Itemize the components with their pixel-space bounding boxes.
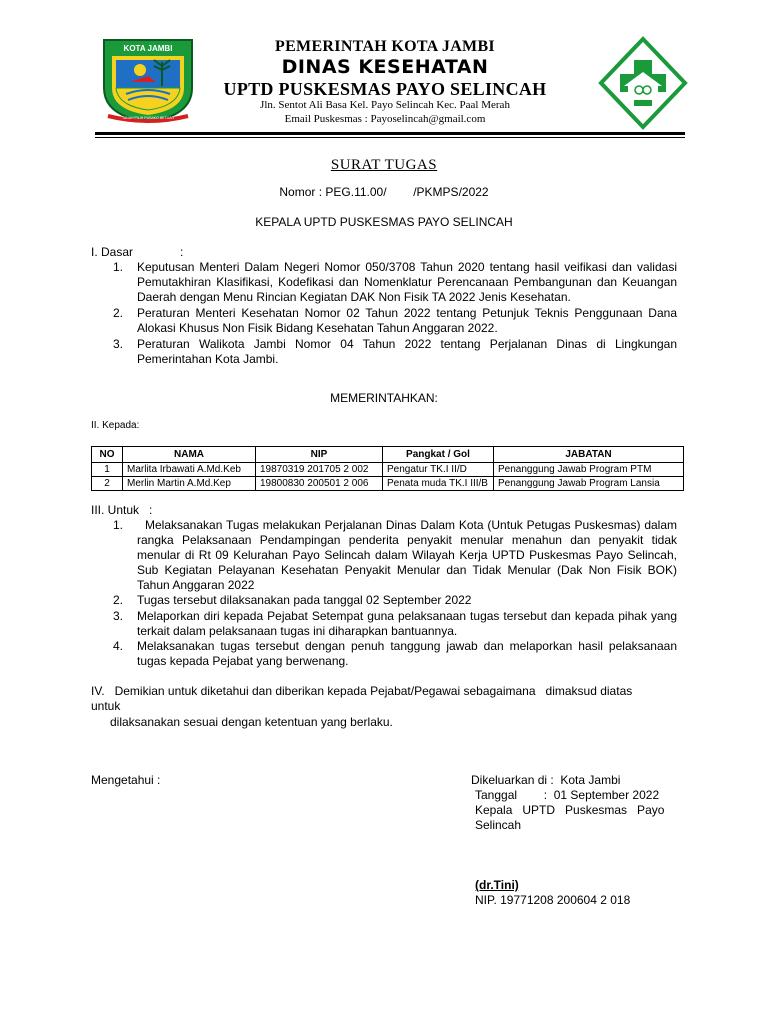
- col-no: NO: [92, 447, 123, 463]
- logo-banner-text: KOTA JAMBI: [123, 44, 173, 53]
- untuk-label: III. Untuk :: [91, 503, 153, 517]
- table-row: [92, 463, 684, 477]
- signer-position-line-2: Selincah: [475, 818, 522, 832]
- dasar-list: [91, 260, 677, 370]
- signer-name: (dr.Tini): [475, 878, 519, 892]
- item-text: Melaksanakan tugas tersebut dengan penuh tanggung jawab dan melaporkan hasil pelaksanaan tugas kepada Pejabat yang berwenang.: [137, 639, 677, 668]
- col-nama: NAMA: [123, 447, 256, 463]
- cell-pangkat: Penata muda TK.I III/B: [383, 477, 494, 491]
- table-row: [92, 477, 684, 491]
- cell-no: 1: [92, 463, 123, 477]
- closing-line-3: dilaksanakan sesuai dengan ketentuan yang berlaku.: [110, 715, 393, 729]
- header-unit: UPTD PUSKESMAS PAYO SELINCAH: [223, 79, 547, 99]
- signer-nip: NIP. 19771208 200604 2 018: [475, 893, 631, 907]
- document-number: Nomor : PEG.11.00/ /PKMPS/2022: [279, 185, 489, 199]
- issued-at: Dikeluarkan di : Kota Jambi: [471, 773, 621, 787]
- logo-motto-text: TANAH PILIH PUSAKO BETUAH: [121, 116, 175, 120]
- untuk-list: [91, 518, 677, 668]
- item-text: Melaksanakan Tugas melakukan Perjalanan Dinas Dalam Kota (Untuk Petugas Puskesmas) dalam rangka Pelaksanaan Pendampingan penderita penyakit menular menahun dan penyakit tidak menular di Rt 09 Kelurahan Payo Selincah dalam Wilayah Kerja UPTD Puskesmas Payo Selincah, Sub Kegiatan Pelayanan Kesehatan Penyakit Menular dan Tidak Menular (Dak Non Fisik BOK) Tahun Anggaran 2022: [137, 518, 677, 592]
- cell-nama: Merlin Martin A.Md.Kep: [123, 477, 256, 491]
- header-department: DINAS KESEHATAN: [281, 56, 489, 78]
- item-number: 2.: [113, 593, 124, 607]
- item-number: 1.: [113, 518, 124, 532]
- item-text: Keputusan Menteri Dalam Negeri Nomor 050/3708 Tahun 2020 tentang hasil veifikasi dan validasi Pemutakhiran Klasifikasi, Kodefikasi dan Nomenklatur Perencanaan Pembangunan dan Keuangan Daerah dengan Menu Rincian Kegiatan DAK Non Fisik TA 2022 Jenis Kesehatan.: [137, 260, 677, 304]
- cell-jabatan: Penanggung Jawab Program PTM: [494, 463, 684, 477]
- closing-line-2: untuk: [91, 699, 121, 713]
- closing-line-1: IV. Demikian untuk diketahui dan diberikan kepada Pejabat/Pegawai sebagaimana dimaksud diatas: [91, 684, 633, 698]
- col-jabatan: JABATAN: [494, 447, 684, 463]
- header-address: Jln. Sentot Ali Basa Kel. Payo Selincah Kec. Paal Merah: [260, 99, 510, 111]
- table-header-row: [92, 447, 684, 463]
- item-number: 3.: [113, 609, 124, 623]
- header-rule-thin: [95, 137, 685, 138]
- item-number: 4.: [113, 639, 124, 653]
- dasar-label: I. Dasar: [91, 245, 134, 259]
- document-title: SURAT TUGAS: [330, 157, 438, 173]
- header-email: Email Puskesmas : Payoselincah@gmail.com: [284, 113, 486, 125]
- item-number: 1.: [113, 260, 124, 274]
- header-government: PEMERINTAH KOTA JAMBI: [275, 38, 495, 55]
- header-rule-thick: [95, 132, 685, 135]
- mengetahui-label: Mengetahui :: [91, 773, 161, 787]
- col-nip: NIP: [256, 447, 383, 463]
- memerintahkan: MEMERINTAHKAN:: [330, 391, 438, 405]
- cell-pangkat: Pengatur TK.I II/D: [383, 463, 494, 477]
- item-text: Melaporkan diri kepada Pejabat Setempat guna pelaksanaan tugas tersebut dan kepada pihak yang terkait dalam pelaksanaan tugas ini diharapkan bantuannya.: [137, 609, 677, 638]
- cell-nip: 19800830 200501 2 006: [256, 477, 383, 491]
- item-text: Tugas tersebut dilaksanakan pada tanggal 02 September 2022: [137, 593, 472, 607]
- issuer: KEPALA UPTD PUSKESMAS PAYO SELINCAH: [255, 215, 513, 229]
- personnel-table: [91, 446, 684, 491]
- col-pangkat: Pangkat / Gol: [383, 447, 494, 463]
- issued-date: Tanggal : 01 September 2022: [475, 788, 660, 802]
- dasar-colon: :: [180, 245, 184, 259]
- cell-nama: Marlita Irbawati A.Md.Keb: [123, 463, 256, 477]
- signer-position-line-1: Kepala UPTD Puskesmas Payo: [475, 803, 665, 817]
- cell-nip: 19870319 201705 2 002: [256, 463, 383, 477]
- item-number: 2.: [113, 306, 124, 320]
- cell-no: 2: [92, 477, 123, 491]
- item-text: Peraturan Menteri Kesehatan Nomor 02 Tahun 2022 tentang Petunjuk Teknis Penggunaan Dana Alokasi Khusus Non Fisik Bidang Kesehatan Tahun Anggaran 2022.: [137, 306, 677, 335]
- item-number: 3.: [113, 337, 124, 351]
- cell-jabatan: Penanggung Jawab Program Lansia: [494, 477, 684, 491]
- kepada-label: II. Kepada:: [91, 420, 140, 431]
- item-text: Peraturan Walikota Jambi Nomor 04 Tahun 2022 tentang Perjalanan Dinas di Lingkungan Pemerintahan Kota Jambi.: [137, 337, 677, 366]
